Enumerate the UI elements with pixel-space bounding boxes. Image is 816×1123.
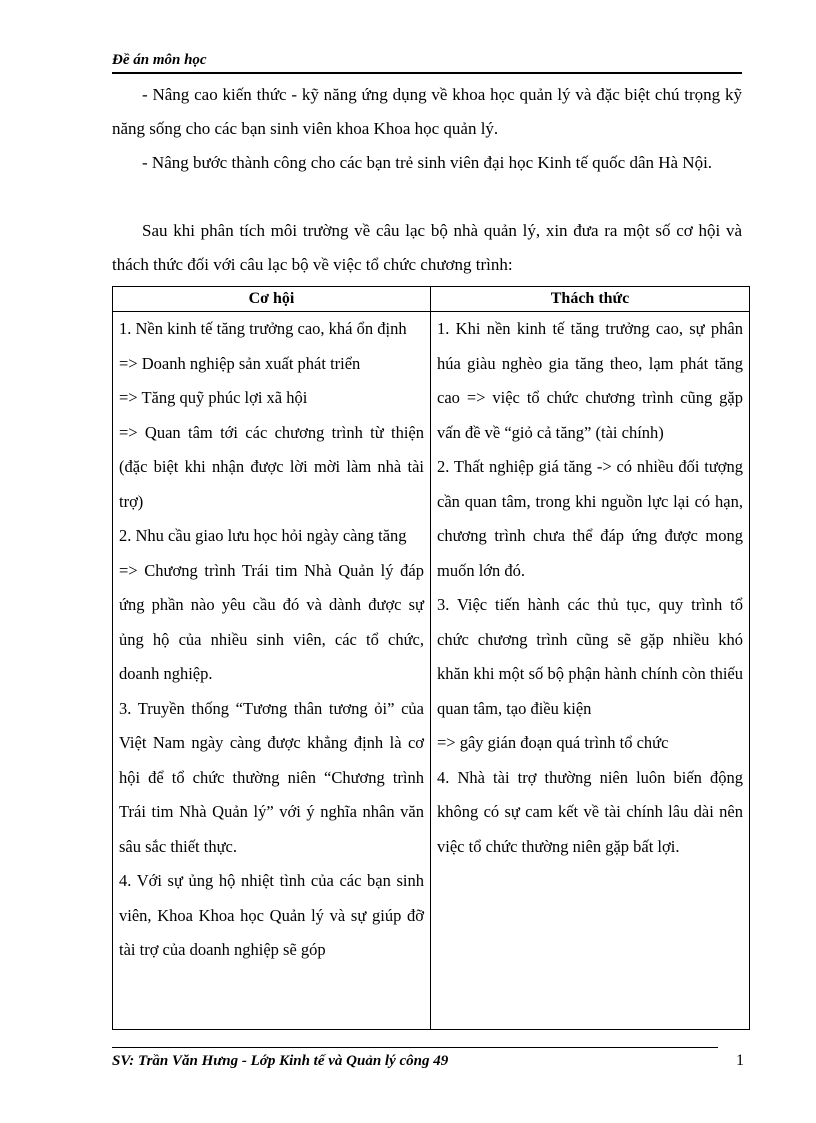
body-paragraph-1: - Nâng cao kiến thức - kỹ năng ứng dụng về khoa học quản lý và đặc biệt chú trọng kỹ năng sống cho các bạn sinh viên khoa Khoa học quản lý.: [112, 85, 742, 138]
opportunity-item: => Tăng quỹ phúc lợi xã hội: [119, 388, 308, 407]
body-paragraph-3: Sau khi phân tích môi trường về câu lạc bộ nhà quản lý, xin đưa ra một số cơ hội và thách thức đối với câu lạc bộ về việc tổ chức chương trình:: [112, 221, 742, 274]
threat-item: => gây gián đoạn quá trình tổ chức: [437, 733, 669, 752]
page-number: 1: [736, 1052, 744, 1069]
column-header-opportunities: Cơ hội: [113, 287, 431, 312]
opportunity-item: => Quan tâm tới các chương trình từ thiện (đặc biệt khi nhận được lời mời làm nhà tài trợ): [119, 422, 424, 511]
opportunities-cell: [113, 312, 431, 1030]
opportunity-item: 4. Với sự ủng hộ nhiệt tình của các bạn sinh viên, Khoa Khoa học Quản lý và sự giúp đỡ tài trợ của doanh nghiệp sẽ góp: [119, 871, 424, 959]
opportunity-item: 3. Truyền thống “Tương thân tương ỏi” của Việt Nam ngày càng được khẳng định là cơ hội để tổ chức thường niên “Chương trình Trái tim Nhà Quản lý” với ý nghĩa nhân văn sâu sắc thiết thực.: [119, 698, 424, 856]
opportunity-item: => Doanh nghiệp sản xuất phát triển: [119, 353, 361, 373]
header-divider: [112, 72, 742, 74]
threat-item: 1. Khi nền kinh tế tăng trưởng cao, sự phân húa giàu nghèo gia tăng theo, lạm phát tăng cao => việc tổ chức chương trình cũng gặp vấn đề về “giỏ cả tăng” (tài chính): [437, 319, 743, 442]
threat-item: 4. Nhà tài trợ thường niên luôn biến động không có sự cam kết về tài chính lâu dài nên việc tổ chức thường niên gặp bất lợi.: [437, 767, 743, 856]
opportunities-threats-table: [112, 286, 750, 1030]
threats-cell: [431, 312, 750, 1030]
opportunity-item: 1. Nền kinh tế tăng trưởng cao, khá ổn định: [119, 319, 407, 338]
footer-divider: [112, 1047, 718, 1048]
opportunity-item: => Chương trình Trái tim Nhà Quản lý đáp ứng phần nào yêu cầu đó và dành được sự ủng hộ của nhiều sinh viên, các tổ chức, doanh nghiệp.: [119, 560, 424, 683]
column-header-threats: Thách thức: [431, 287, 750, 312]
opportunity-item: 2. Nhu cầu giao lưu học hỏi ngày càng tăng: [119, 526, 407, 545]
body-paragraph-2: - Nâng bước thành công cho các bạn trẻ sinh viên đại học Kinh tế quốc dân Hà Nội.: [142, 153, 713, 172]
page-header-title: Đề án môn học: [112, 52, 207, 68]
footer-student-info: SV: Trần Văn Hưng - Lớp Kinh tế và Quản lý công 49: [112, 1053, 449, 1069]
threat-item: 2. Thất nghiệp giá tăng -> có nhiều đối tượng cần quan tâm, trong khi nguồn lực lại có hạn, chương trình chưa thể đáp ứng được mong muốn lớn đó.: [437, 457, 743, 580]
threat-item: 3. Việc tiến hành các thủ tục, quy trình tổ chức chương trình cũng sẽ gặp nhiều khó khăn khi một số bộ phận hành chính còn thiếu quan tâm, tạo điều kiện: [437, 595, 743, 718]
